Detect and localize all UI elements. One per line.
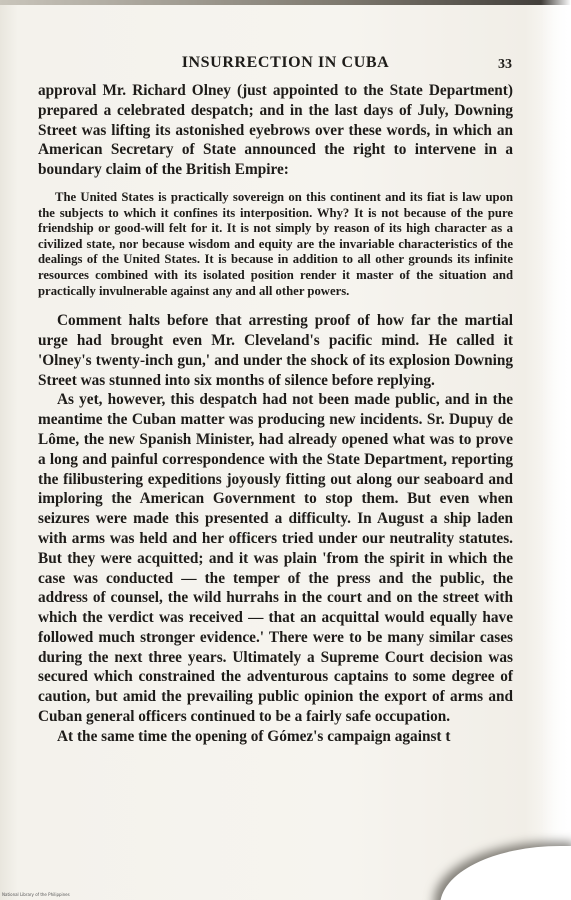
- scan-footer-note: National Library of the Philippines: [2, 892, 70, 897]
- page-edge-shadow: [541, 0, 571, 900]
- scan-top-edge: [0, 0, 571, 5]
- page-curl: [440, 846, 571, 900]
- running-head: INSURRECTION IN CUBA: [181, 54, 390, 71]
- block-quote: The United States is practically sovereign on this continent and its fiat is law upon the subjects to which it confines its interposition. Why? It is not because of the pure friendship or good-will felt for it. It is not simply by reason of its high character as a civilized state, nor because wisdom and equity are the invariable characteristics of the dealings of the United States. It is because in addition to all other grounds its infinite resources combined with its isolated position render it master of the situation and practically invulnerable against any and all other powers.: [38, 189, 513, 298]
- paragraph-gomez: At the same time the opening of Gómez's campaign against t: [57, 727, 451, 745]
- paragraph-continued: approval Mr. Richard Olney (just appointed to the State Department) prepared a celebrated despatch; and in the last days of July, Downing Street was lifting its astonished eyebrows over these words, in which an American Secretary of State announced the right to intervene in a boundary claim of the British Empire:: [38, 82, 513, 179]
- paragraph-comment: Comment halts before that arresting proof of how far the martial urge had brought even Mr. Cleveland's pacific mind. He called it 'Olney's twenty-inch gun,' and under the shock of its explosion Downing Street was stunned into six months of silence before replying.: [38, 312, 513, 389]
- paragraph-despatch: As yet, however, this despatch had not been made public, and in the meantime the Cuban matter was producing new incidents. Sr. Dupuy de Lôme, the new Spanish Minister, had already opened what was to prove a long and painful correspondence with the State Department, reporting the filibustering expeditions joyously fitting out along our seaboard and imploring the American Government to stop them. But even when seizures were made this presented a difficulty. In August a ship laden with arms was held and her officers tried under our neutrality statutes. But they were acquitted; and it was plain 'from the spirit in which the case was conducted — the temper of the press and the public, the address of counsel, the wild hurrahs in the court and on the street with which the verdict was received — that an acquittal would equally have followed much stronger evidence.' There were to be many similar cases during the next three years. Ultimately a Supreme Court decision was secured which constrained the adventurous captains to some degree of caution, but amid the prevailing public opinion the export of arms and Cuban general officers continued to be a fairly safe occupation.: [38, 391, 513, 726]
- page-number: 33: [498, 57, 512, 72]
- page-header: [0, 54, 571, 78]
- page-body: [38, 81, 513, 747]
